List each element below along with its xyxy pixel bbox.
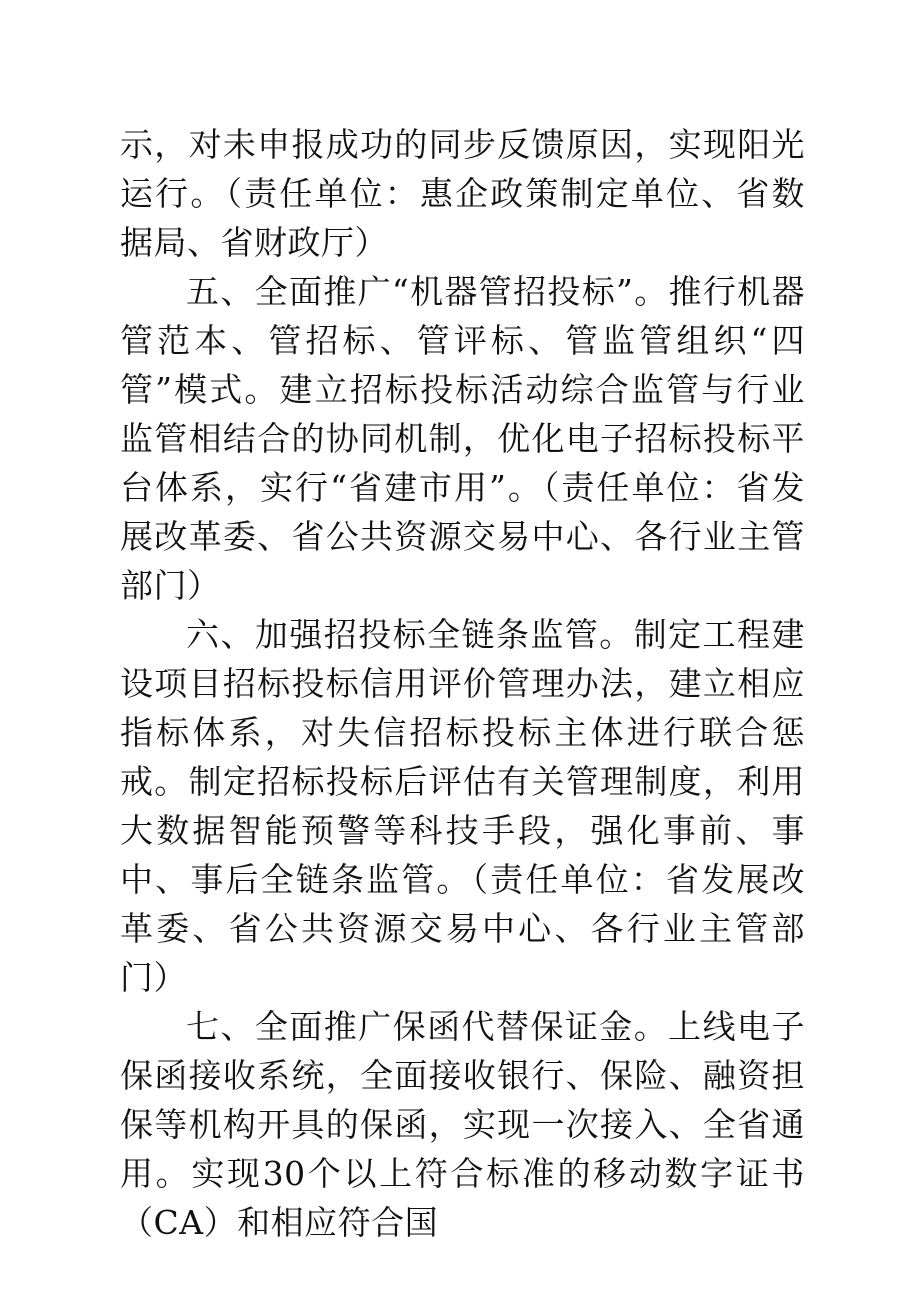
paragraph-item-7: 七、全面推广保函代替保证金。上线电子保函接收系统，全面接收银行、保险、融资担保等机构开具的保函，实现一次接入、全省通用。实现30个以上符合标准的移动数字证书（CA）和相应符合国 [120,1007,805,1242]
paragraph-item-6: 六、加强招投标全链条监管。制定工程建设项目招标投标信用评价管理办法，建立相应指标体系，对失信招标投标主体进行联合惩戒。制定招标投标后评估有关管理制度，利用大数据智能预警等科技手段，强化事前、事中、事后全链条监管。（责任单位：省发展改革委、省公共资源交易中心、各行业主管部门） [120,615,805,997]
paragraph-item-5: 五、全面推广“机器管招投标”。推行机器管范本、管招标、管评标、管监管组织“四管”模式。建立招标投标活动综合监管与行业监管相结合的协同机制，优化电子招标投标平台体系，实行“省建市用”。（责任单位：省发展改革委、省公共资源交易中心、各行业主管部门） [120,272,805,605]
paragraph-continuation: 示，对未申报成功的同步反馈原因，实现阳光运行。（责任单位：惠企政策制定单位、省数据局、省财政厅） [120,125,805,262]
document-page [120,120,805,1247]
